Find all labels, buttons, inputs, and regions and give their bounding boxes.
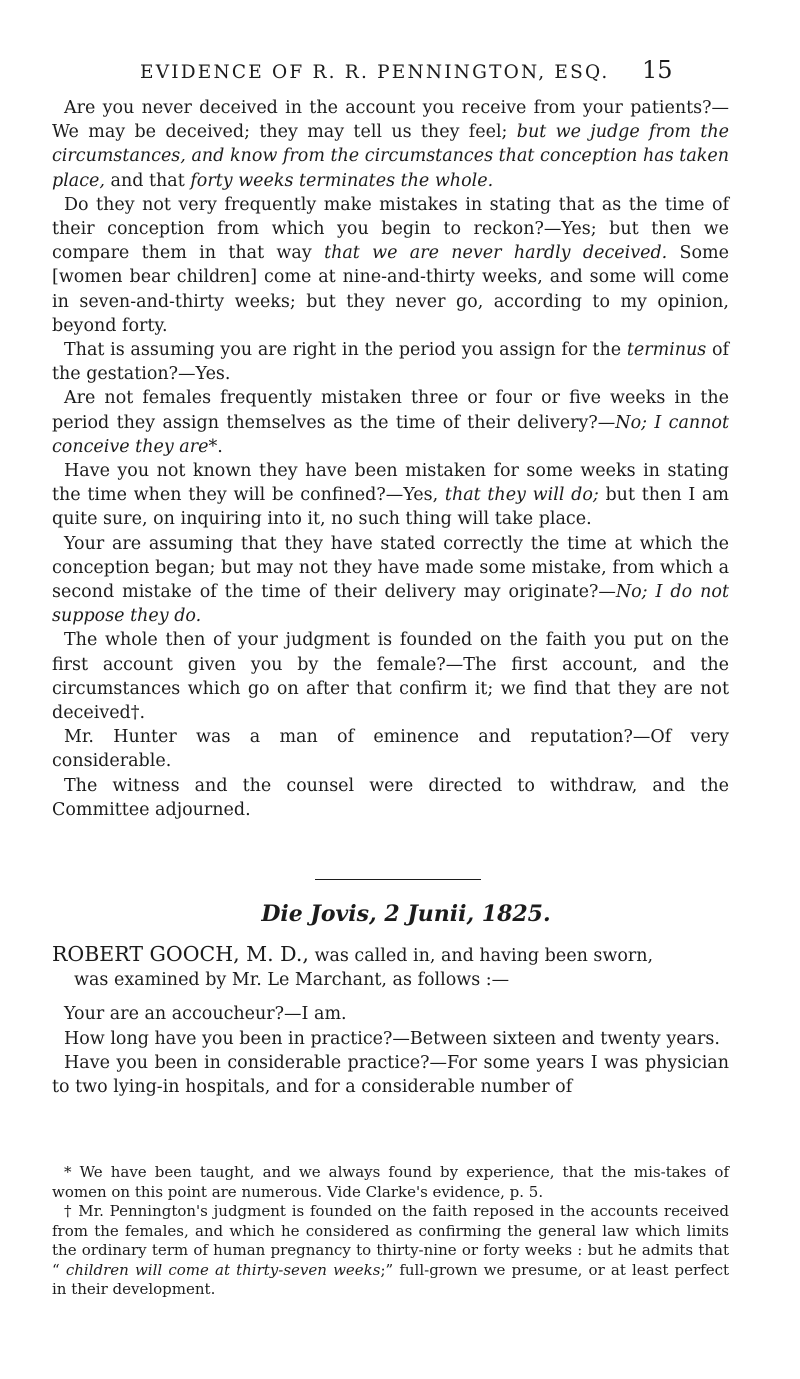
text-run: and that bbox=[104, 170, 191, 191]
text-run: The witness and the counsel were directed to withdraw, and the Committee adjourned. bbox=[52, 775, 729, 820]
footnote bbox=[52, 1202, 729, 1300]
italic-run: that we are never hardly deceived. bbox=[324, 243, 668, 264]
text-run: The whole then of your judgment is founded on the faith you put on the first account given you by the female?—The first account, and the circumstances which go on after that confirm it; we find that they are not deceived†. bbox=[52, 630, 729, 724]
testimony-paragraph bbox=[52, 459, 729, 532]
text-run: ;” full-grown we presume, or at least perfect in their development. bbox=[52, 1260, 730, 1298]
italic-run: No; I cannot conceive they are bbox=[52, 412, 729, 457]
text-run: Do they not very frequently make mistakes in stating that as the time of their conception from which you begin to reckon?—Yes; but then we compare them in that way bbox=[52, 194, 729, 264]
text-run: Some [women bear children] come at nine-and-thirty weeks, and some will come in seven-and-thirty weeks; but they never go, according to my opinion, beyond forty. bbox=[52, 243, 730, 336]
text-run: *. bbox=[208, 436, 223, 457]
witness-name: ROBERT GOOCH, M. D., bbox=[52, 942, 309, 966]
footnotes bbox=[52, 1163, 729, 1300]
testimony-text bbox=[52, 96, 729, 822]
text-run: Are you never deceived in the account you receive from your patients?—We may be deceived; they may tell us they feel; bbox=[52, 98, 729, 143]
italic-run: children will come at thirty-seven weeks bbox=[65, 1260, 381, 1279]
text-run: Your are assuming that they have stated correctly the time at which the conception began; but may not they have made some mistake, from which a second mistake of the time of their delivery may originate?— bbox=[52, 533, 729, 603]
testimony-paragraph bbox=[52, 725, 729, 773]
running-head bbox=[0, 56, 800, 92]
text-run: Mr. Hunter was a man of eminence and reputation?—Of very considerable. bbox=[52, 727, 729, 772]
witness-intro-text: was called in, and having been sworn, bbox=[314, 946, 654, 966]
text-run: Have you not known they have been mistaken for some weeks in stating the time when they will be confined?—Yes, bbox=[52, 461, 729, 506]
footnote bbox=[52, 1163, 729, 1202]
testimony-paragraph bbox=[52, 774, 729, 822]
text-run: That is assuming you are right in the period you assign for the bbox=[64, 340, 627, 361]
italic-run: but we judge from the circumstances, and know from the circumstances that conception has taken place, bbox=[52, 122, 729, 191]
text-run: of the gestation?—Yes. bbox=[52, 340, 730, 385]
section-divider bbox=[315, 879, 481, 880]
italic-run: No; I do not suppose they do. bbox=[52, 582, 729, 627]
text-run: Are not females frequently mistaken three or four or five weeks in the period they assign themselves as the time of their delivery?— bbox=[52, 388, 729, 433]
witness-introduction bbox=[52, 942, 729, 992]
running-head-title: EVIDENCE OF R. R. PENNINGTON, ESQ. bbox=[140, 62, 610, 83]
examination-paragraph: Have you been in considerable practice?—For some years I was physician to two lying-in hospitals, and for a considerable number of bbox=[52, 1052, 729, 1098]
date-heading: Die Jovis, 2 Junii, 1825. bbox=[261, 901, 551, 927]
testimony-paragraph bbox=[52, 532, 729, 629]
testimony-paragraph bbox=[52, 96, 729, 193]
witness-intro-continuation: was examined by Mr. Le Marchant, as follows :— bbox=[74, 970, 510, 991]
text-run: † Mr. Pennington's judgment is founded on the faith reposed in the accounts received from the females, and which he considered as confirming the general law which limits the ordinary term of human pregnancy to thirty-nine or forty weeks : but he admits that “ bbox=[52, 1202, 729, 1279]
italic-run: forty weeks terminates the whole. bbox=[190, 170, 494, 191]
examination-paragraph: Your are an accoucheur?—I am. bbox=[64, 1004, 347, 1025]
text-run: but then I am quite sure, on inquiring into it, no such thing will take place. bbox=[52, 485, 729, 530]
testimony-paragraph bbox=[52, 628, 729, 725]
testimony-paragraph bbox=[52, 193, 729, 338]
italic-run: that they will do; bbox=[444, 485, 599, 506]
witness-examination bbox=[52, 942, 729, 1099]
testimony-paragraph bbox=[52, 338, 729, 386]
examination-paragraph: How long have you been in practice?—Between sixteen and twenty years. bbox=[64, 1028, 720, 1049]
page-number: 15 bbox=[642, 56, 673, 84]
text-run: * We have been taught, and we always found by experience, that the mis-takes of women on this point are numerous. Vide Clarke's evidence, p. 5. bbox=[52, 1163, 729, 1201]
italic-run: terminus bbox=[626, 340, 707, 361]
testimony-paragraph bbox=[52, 386, 729, 459]
